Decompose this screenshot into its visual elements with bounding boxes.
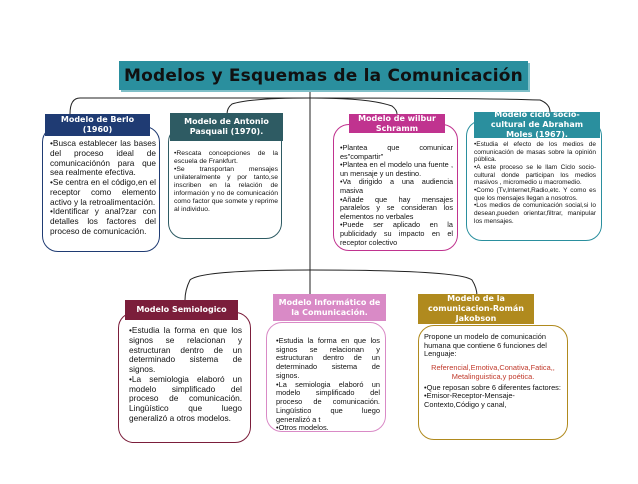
pasquali-text bbox=[174, 150, 278, 214]
berlo-line: •Busca establecer las bases del proceso ideal de comunicaciónón para que sea realmente efectiva. bbox=[50, 138, 156, 178]
pasquali-line: •Rescata concepciones de la escuela de Frankfurt. bbox=[174, 150, 278, 166]
schramm-line: •Añade que hay mensajes paralelos y se consideran los elementos no verbales bbox=[340, 194, 453, 221]
schramm-line: •Plantea en el modelo una fuente , un mensaje y un destino. bbox=[340, 160, 453, 178]
semiologico-text bbox=[129, 326, 242, 424]
moles-line: •Como (Tv,Internet,Radio,etc. Y como es que los mensajes llegan a nosotros. bbox=[474, 186, 596, 202]
berlo-text bbox=[50, 139, 156, 237]
moles-line: •A este proceso se le llam Ciclo socio-cultural donde participan los medios masivos , micromedio u macromedio. bbox=[474, 163, 596, 187]
berlo-line: •Se centra en el código,en el receptor como elemento activo y la retroalimentación. bbox=[50, 177, 156, 207]
moles-header: Modelo ciclo socio-cultural de Abraham Moles (1967). bbox=[474, 112, 600, 138]
jakobson-text bbox=[424, 333, 562, 410]
pasquali-line: •Se transportan mensajes unilateralmente y por tanto,se inscriben en la relación de información y no de comunicación como factor que somete y reprime al individuo. bbox=[174, 166, 278, 214]
schramm-line: •Va dirigido a una audiencia masiva bbox=[340, 177, 453, 196]
schramm-text bbox=[340, 144, 453, 247]
semiologico-line: •La semiologia elaboró un modelo simplificado del proceso de comunicación. Lingüístico que luego generalizó a otros modelos. bbox=[129, 373, 242, 424]
informatico-line: •Estudia la forma en que los signos se relacionan y estructuran dentro de un determinado sistema de signos. bbox=[276, 336, 380, 380]
informatico-line: •La semiologia elaboró un modelo simplificado del proceso de comunicación. Lingüístico que luego generalizó a t bbox=[276, 379, 380, 424]
main-title: Modelos y Esquemas de la Comunicación bbox=[119, 61, 528, 90]
schramm-line: •Puede ser aplicado en la publicidady su impacto en el receptor colectivo bbox=[340, 220, 453, 247]
moles-text bbox=[474, 141, 596, 225]
semiologico-line: •Estudia la forma en que los signos se relacionan y estructuran dentro de un determinado sistema de signos. bbox=[129, 325, 242, 375]
berlo-line: •Identificar y anal?zar con detalles los factores del proceso de comunicación. bbox=[50, 206, 156, 237]
jakobson-functions: Referencial,Emotiva,Conativa,Fatica,, Metalinguistica,y poética. bbox=[431, 363, 555, 381]
schramm-header: Modelo de wilbur Schramm bbox=[349, 114, 445, 133]
moles-line: •Los medios de comunicación social,si lo desean,pueden orientar,filtrar, manipular los mensajes. bbox=[474, 202, 596, 225]
informatico-line: •Otros modelos. bbox=[276, 423, 329, 433]
moles-line: •Estudia el efecto de los medios de comunicación de masas sobre la opinión pública. bbox=[474, 141, 596, 164]
pasquali-header: Modelo de Antonio Pasquali (1970). bbox=[170, 113, 283, 141]
semiologico-header: Modelo Semiologico bbox=[125, 300, 238, 320]
jakobson-line: •Que reposan sobre 6 diferentes factores: bbox=[424, 382, 561, 392]
informatico-text bbox=[276, 337, 380, 433]
berlo-header: Modelo de Berlo (1960) bbox=[45, 114, 150, 136]
jakobson-intro: Propone un modelo de comunicación humana que contiene 6 funciones del Lenguaje: bbox=[424, 332, 547, 359]
schramm-line: •Plantea que comunicar es"compartir" bbox=[340, 143, 453, 161]
jakobson-header: Modelo de la comunicacion-Román Jakobson bbox=[418, 294, 534, 324]
informatico-header: Modelo Informático de la Comunicación. bbox=[273, 294, 386, 321]
jakobson-line: •Emisor-Receptor-Mensaje-Contexto,Código y canal, bbox=[424, 391, 515, 410]
